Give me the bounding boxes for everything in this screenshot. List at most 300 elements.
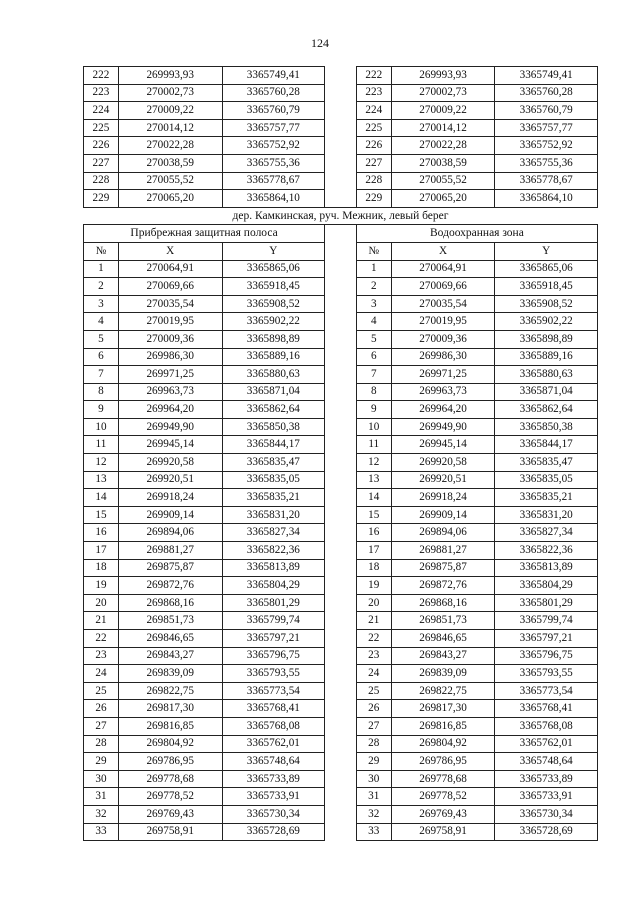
cell-x: 270038,59 — [118, 154, 222, 172]
cell-number: 31 — [356, 788, 391, 806]
main-coordinates-body — [84, 260, 598, 841]
column-gap — [325, 647, 357, 665]
cell-y: 3365797,21 — [495, 630, 598, 648]
column-gap — [325, 788, 357, 806]
table-row — [84, 559, 598, 577]
cell-number: 21 — [84, 612, 119, 630]
cell-number: 227 — [84, 154, 119, 172]
cell-y: 3365864,10 — [495, 190, 598, 208]
page-number: 124 — [311, 36, 329, 50]
cell-y: 3365889,16 — [495, 348, 598, 366]
table-row — [84, 383, 598, 401]
cell-x: 269964,20 — [391, 401, 495, 419]
column-gap — [325, 102, 357, 120]
cell-number: 9 — [84, 401, 119, 419]
cell-number: 13 — [84, 471, 119, 489]
cell-x: 269839,09 — [118, 665, 222, 683]
cell-x: 269909,14 — [391, 506, 495, 524]
cell-number: 3 — [84, 295, 119, 313]
table-row — [84, 735, 598, 753]
header-x: X — [391, 242, 495, 260]
cell-x: 269945,14 — [391, 436, 495, 454]
table-row — [84, 67, 598, 85]
cell-y: 3365748,64 — [495, 753, 598, 771]
cell-x: 269920,58 — [118, 454, 222, 472]
cell-y: 3365880,63 — [495, 366, 598, 384]
cell-number: 31 — [84, 788, 119, 806]
cell-y: 3365908,52 — [495, 295, 598, 313]
cell-number: 222 — [356, 67, 391, 85]
cell-y: 3365801,29 — [495, 594, 598, 612]
cell-y: 3365733,89 — [495, 770, 598, 788]
cell-number: 22 — [356, 630, 391, 648]
cell-x: 269851,73 — [118, 612, 222, 630]
cell-y: 3365835,47 — [495, 454, 598, 472]
cell-x: 270069,66 — [118, 278, 222, 296]
cell-x: 269872,76 — [391, 577, 495, 595]
table-row — [84, 489, 598, 507]
cell-number: 226 — [356, 137, 391, 155]
cell-y: 3365768,08 — [222, 717, 325, 735]
table-row — [84, 788, 598, 806]
cell-x: 269769,43 — [118, 805, 222, 823]
cell-y: 3365762,01 — [495, 735, 598, 753]
cell-x: 269769,43 — [391, 805, 495, 823]
cell-number: 14 — [356, 489, 391, 507]
cell-y: 3365749,41 — [222, 67, 325, 85]
cell-number: 8 — [84, 383, 119, 401]
cell-y: 3365831,20 — [222, 506, 325, 524]
cell-x: 269778,68 — [118, 770, 222, 788]
column-gap — [325, 278, 357, 296]
cell-x: 269963,73 — [391, 383, 495, 401]
cell-number: 227 — [356, 154, 391, 172]
cell-y: 3365871,04 — [222, 383, 325, 401]
cell-x: 270064,91 — [391, 260, 495, 278]
table-row — [84, 524, 598, 542]
table-row — [84, 471, 598, 489]
cell-y: 3365908,52 — [222, 295, 325, 313]
column-gap — [325, 542, 357, 560]
cell-y: 3365796,75 — [495, 647, 598, 665]
cell-number: 228 — [356, 172, 391, 190]
cell-y: 3365799,74 — [222, 612, 325, 630]
cell-y: 3365768,08 — [495, 717, 598, 735]
cell-number: 28 — [356, 735, 391, 753]
cell-y: 3365804,29 — [222, 577, 325, 595]
table-row — [84, 190, 598, 208]
column-gap — [325, 366, 357, 384]
cell-x: 269875,87 — [118, 559, 222, 577]
cell-number: 25 — [356, 682, 391, 700]
table-row — [84, 717, 598, 735]
cell-y: 3365902,22 — [495, 313, 598, 331]
cell-x: 269945,14 — [118, 436, 222, 454]
cell-number: 32 — [356, 805, 391, 823]
column-gap — [325, 717, 357, 735]
table-row — [84, 594, 598, 612]
cell-y: 3365730,34 — [495, 805, 598, 823]
cell-y: 3365865,06 — [495, 260, 598, 278]
cell-y: 3365871,04 — [495, 383, 598, 401]
header-y: Y — [495, 242, 598, 260]
cell-number: 19 — [84, 577, 119, 595]
cell-y: 3365768,41 — [222, 700, 325, 718]
cell-number: 12 — [84, 454, 119, 472]
cell-y: 3365760,79 — [495, 102, 598, 120]
table-row — [84, 682, 598, 700]
cell-x: 269868,16 — [391, 594, 495, 612]
table-row — [84, 313, 598, 331]
cell-number: 25 — [84, 682, 119, 700]
top-coordinates-body — [84, 67, 598, 208]
column-gap — [325, 506, 357, 524]
cell-y: 3365797,21 — [222, 630, 325, 648]
cell-x: 270035,54 — [118, 295, 222, 313]
cell-y: 3365799,74 — [495, 612, 598, 630]
cell-x: 269949,90 — [118, 418, 222, 436]
cell-number: 15 — [84, 506, 119, 524]
cell-y: 3365778,67 — [222, 172, 325, 190]
cell-x: 269816,85 — [391, 717, 495, 735]
cell-x: 269816,85 — [118, 717, 222, 735]
cell-y: 3365760,79 — [222, 102, 325, 120]
column-gap — [325, 119, 357, 137]
column-gap — [325, 612, 357, 630]
cell-x: 270065,20 — [391, 190, 495, 208]
table-row — [84, 401, 598, 419]
cell-y: 3365822,36 — [222, 542, 325, 560]
cell-number: 2 — [356, 278, 391, 296]
table-row — [84, 154, 598, 172]
cell-number: 1 — [84, 260, 119, 278]
column-gap — [325, 682, 357, 700]
cell-number: 5 — [356, 330, 391, 348]
header-number: № — [84, 242, 119, 260]
cell-x: 269758,91 — [391, 823, 495, 841]
cell-x: 269843,27 — [391, 647, 495, 665]
cell-number: 30 — [356, 770, 391, 788]
cell-y: 3365757,77 — [222, 119, 325, 137]
cell-x: 269817,30 — [118, 700, 222, 718]
cell-x: 269851,73 — [391, 612, 495, 630]
cell-x: 270002,73 — [118, 84, 222, 102]
cell-x: 269993,93 — [391, 67, 495, 85]
cell-x: 270055,52 — [118, 172, 222, 190]
cell-x: 269881,27 — [118, 542, 222, 560]
cell-number: 26 — [356, 700, 391, 718]
cell-x: 269894,06 — [118, 524, 222, 542]
cell-number: 223 — [356, 84, 391, 102]
header-x: X — [118, 242, 222, 260]
cell-number: 9 — [356, 401, 391, 419]
cell-y: 3365865,06 — [222, 260, 325, 278]
cell-x: 269881,27 — [391, 542, 495, 560]
cell-x: 269949,90 — [391, 418, 495, 436]
cell-x: 270009,36 — [391, 330, 495, 348]
cell-number: 20 — [84, 594, 119, 612]
cell-x: 269920,51 — [391, 471, 495, 489]
cell-y: 3365835,47 — [222, 454, 325, 472]
cell-number: 29 — [356, 753, 391, 771]
cell-x: 269804,92 — [391, 735, 495, 753]
cell-x: 270035,54 — [391, 295, 495, 313]
cell-x: 269918,24 — [391, 489, 495, 507]
cell-x: 269778,52 — [391, 788, 495, 806]
cell-y: 3365844,17 — [222, 436, 325, 454]
cell-y: 3365850,38 — [495, 418, 598, 436]
cell-y: 3365801,29 — [222, 594, 325, 612]
cell-y: 3365748,64 — [222, 753, 325, 771]
cell-number: 33 — [84, 823, 119, 841]
cell-x: 270022,28 — [391, 137, 495, 155]
cell-number: 30 — [84, 770, 119, 788]
cell-x: 269993,93 — [118, 67, 222, 85]
column-gap — [325, 665, 357, 683]
cell-number: 20 — [356, 594, 391, 612]
column-gap — [325, 401, 357, 419]
cell-number: 222 — [84, 67, 119, 85]
cell-number: 223 — [84, 84, 119, 102]
cell-number: 7 — [84, 366, 119, 384]
cell-x: 269758,91 — [118, 823, 222, 841]
cell-number: 19 — [356, 577, 391, 595]
table-row — [84, 770, 598, 788]
cell-y: 3365755,36 — [495, 154, 598, 172]
cell-number: 6 — [84, 348, 119, 366]
cell-number: 32 — [84, 805, 119, 823]
cell-y: 3365864,10 — [222, 190, 325, 208]
cell-number: 7 — [356, 366, 391, 384]
cell-x: 270069,66 — [391, 278, 495, 296]
cell-x: 269909,14 — [118, 506, 222, 524]
cell-number: 4 — [356, 313, 391, 331]
table-row — [84, 665, 598, 683]
column-gap — [325, 823, 357, 841]
cell-x: 269778,68 — [391, 770, 495, 788]
column-gap — [325, 436, 357, 454]
cell-y: 3365733,91 — [222, 788, 325, 806]
cell-number: 225 — [84, 119, 119, 137]
right-zone-title: Водоохранная зона — [356, 225, 597, 243]
cell-number: 13 — [356, 471, 391, 489]
cell-number: 228 — [84, 172, 119, 190]
column-gap — [325, 330, 357, 348]
cell-x: 270009,22 — [118, 102, 222, 120]
cell-x: 269786,95 — [118, 753, 222, 771]
table-row — [84, 348, 598, 366]
cell-y: 3365804,29 — [495, 577, 598, 595]
header-number: № — [356, 242, 391, 260]
cell-y: 3365760,28 — [495, 84, 598, 102]
cell-x: 270002,73 — [391, 84, 495, 102]
cell-y: 3365730,34 — [222, 805, 325, 823]
cell-x: 269986,30 — [391, 348, 495, 366]
table-row — [84, 700, 598, 718]
column-gap — [325, 805, 357, 823]
cell-x: 270014,12 — [391, 119, 495, 137]
cell-number: 16 — [356, 524, 391, 542]
cell-y: 3365760,28 — [222, 84, 325, 102]
cell-number: 4 — [84, 313, 119, 331]
cell-y: 3365752,92 — [495, 137, 598, 155]
cell-number: 8 — [356, 383, 391, 401]
cell-y: 3365831,20 — [495, 506, 598, 524]
table-row — [84, 647, 598, 665]
cell-y: 3365918,45 — [495, 278, 598, 296]
cell-x: 270014,12 — [118, 119, 222, 137]
cell-number: 12 — [356, 454, 391, 472]
cell-number: 21 — [356, 612, 391, 630]
cell-number: 11 — [356, 436, 391, 454]
column-gap — [325, 418, 357, 436]
cell-y: 3365835,05 — [222, 471, 325, 489]
column-gap — [325, 735, 357, 753]
cell-x: 269822,75 — [391, 682, 495, 700]
cell-y: 3365793,55 — [495, 665, 598, 683]
column-gap — [325, 454, 357, 472]
cell-x: 269817,30 — [391, 700, 495, 718]
cell-number: 5 — [84, 330, 119, 348]
cell-x: 270009,22 — [391, 102, 495, 120]
cell-number: 6 — [356, 348, 391, 366]
cell-y: 3365827,34 — [495, 524, 598, 542]
cell-x: 270019,95 — [391, 313, 495, 331]
cell-number: 29 — [84, 753, 119, 771]
cell-y: 3365762,01 — [222, 735, 325, 753]
column-gap — [325, 383, 357, 401]
table-row — [84, 612, 598, 630]
cell-x: 269964,20 — [118, 401, 222, 419]
cell-y: 3365778,67 — [495, 172, 598, 190]
column-gap — [325, 471, 357, 489]
cell-y: 3365728,69 — [222, 823, 325, 841]
cell-number: 18 — [356, 559, 391, 577]
cell-number: 2 — [84, 278, 119, 296]
column-gap — [325, 67, 357, 85]
column-gap — [325, 154, 357, 172]
cell-number: 11 — [84, 436, 119, 454]
cell-x: 269971,25 — [118, 366, 222, 384]
cell-y: 3365793,55 — [222, 665, 325, 683]
cell-x: 269918,24 — [118, 489, 222, 507]
cell-x: 269839,09 — [391, 665, 495, 683]
column-gap — [325, 577, 357, 595]
table-row — [84, 278, 598, 296]
cell-number: 17 — [84, 542, 119, 560]
cell-y: 3365827,34 — [222, 524, 325, 542]
cell-number: 27 — [356, 717, 391, 735]
cell-y: 3365773,54 — [222, 682, 325, 700]
column-gap — [325, 190, 357, 208]
cell-y: 3365796,75 — [222, 647, 325, 665]
cell-y: 3365835,21 — [222, 489, 325, 507]
cell-y: 3365850,38 — [222, 418, 325, 436]
cell-number: 22 — [84, 630, 119, 648]
table-row — [84, 630, 598, 648]
cell-x: 270022,28 — [118, 137, 222, 155]
column-gap — [325, 594, 357, 612]
column-gap — [325, 84, 357, 102]
cell-number: 18 — [84, 559, 119, 577]
cell-y: 3365752,92 — [222, 137, 325, 155]
cell-y: 3365773,54 — [495, 682, 598, 700]
cell-x: 270065,20 — [118, 190, 222, 208]
table-row — [84, 577, 598, 595]
section-title: дер. Камкинская, руч. Межник, левый берег — [84, 207, 598, 225]
cell-x: 270038,59 — [391, 154, 495, 172]
table-row — [84, 137, 598, 155]
cell-x: 269872,76 — [118, 577, 222, 595]
cell-x: 269920,51 — [118, 471, 222, 489]
table-row — [84, 260, 598, 278]
table-row — [84, 330, 598, 348]
cell-x: 269986,30 — [118, 348, 222, 366]
table-row — [84, 805, 598, 823]
cell-x: 269846,65 — [118, 630, 222, 648]
cell-y: 3365822,36 — [495, 542, 598, 560]
column-gap — [325, 770, 357, 788]
cell-number: 3 — [356, 295, 391, 313]
cell-number: 10 — [356, 418, 391, 436]
table-row — [84, 119, 598, 137]
cell-number: 229 — [356, 190, 391, 208]
cell-x: 269894,06 — [391, 524, 495, 542]
cell-x: 270019,95 — [118, 313, 222, 331]
cell-number: 1 — [356, 260, 391, 278]
column-gap — [325, 753, 357, 771]
cell-y: 3365898,89 — [222, 330, 325, 348]
cell-x: 269920,58 — [391, 454, 495, 472]
left-zone-title: Прибрежная защитная полоса — [84, 225, 325, 243]
cell-x: 269971,25 — [391, 366, 495, 384]
table-row — [84, 172, 598, 190]
cell-y: 3365844,17 — [495, 436, 598, 454]
cell-y: 3365880,63 — [222, 366, 325, 384]
cell-y: 3365749,41 — [495, 67, 598, 85]
table-row — [84, 436, 598, 454]
cell-x: 270064,91 — [118, 260, 222, 278]
cell-number: 16 — [84, 524, 119, 542]
cell-y: 3365918,45 — [222, 278, 325, 296]
cell-number: 23 — [84, 647, 119, 665]
column-gap — [325, 348, 357, 366]
cell-number: 229 — [84, 190, 119, 208]
table-row — [84, 295, 598, 313]
table-row — [84, 823, 598, 841]
cell-y: 3365728,69 — [495, 823, 598, 841]
cell-y: 3365813,89 — [222, 559, 325, 577]
table-row — [84, 366, 598, 384]
cell-x: 270055,52 — [391, 172, 495, 190]
table-row — [84, 454, 598, 472]
table-row — [84, 102, 598, 120]
column-gap — [325, 137, 357, 155]
column-gap — [325, 524, 357, 542]
header-y: Y — [222, 242, 325, 260]
cell-x: 269846,65 — [391, 630, 495, 648]
cell-y: 3365733,89 — [222, 770, 325, 788]
cell-number: 224 — [356, 102, 391, 120]
cell-y: 3365733,91 — [495, 788, 598, 806]
section-header-body — [84, 207, 598, 260]
cell-number: 14 — [84, 489, 119, 507]
cell-number: 10 — [84, 418, 119, 436]
column-gap — [325, 242, 357, 260]
cell-x: 269875,87 — [391, 559, 495, 577]
cell-y: 3365835,05 — [495, 471, 598, 489]
cell-x: 269963,73 — [118, 383, 222, 401]
